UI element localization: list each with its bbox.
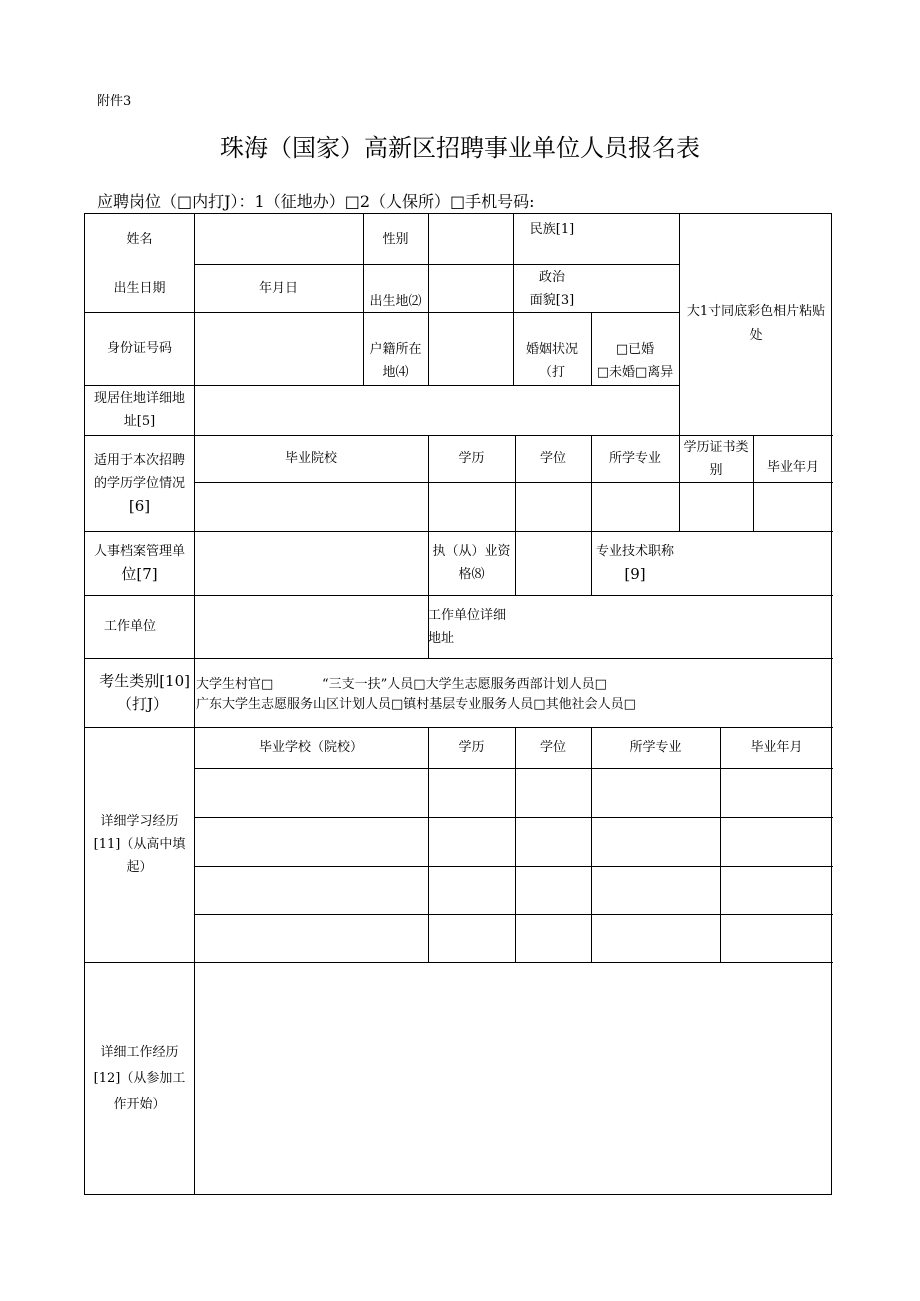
address-line1: 现居住地详细地 [93, 391, 185, 406]
work-history-line1: 详细工作经历 [100, 1044, 179, 1060]
address-label [85, 385, 194, 435]
work-history-label [85, 962, 194, 1195]
study-col-degree-level: 学历 [458, 740, 485, 755]
col-major: 所学专业 [608, 451, 661, 466]
birth-date-value: 年月日 [258, 280, 298, 296]
birth-date-label: 出生日期 [113, 280, 166, 296]
marital-line2: （打 [538, 365, 565, 380]
archive-line1: 人事档案管理单 [93, 544, 185, 559]
attachment-label: 附件3 [97, 94, 132, 109]
professional-title-label [591, 531, 679, 595]
grid-line [194, 768, 833, 769]
work-unit-label: 工作单位 [103, 619, 156, 634]
household-label [363, 338, 428, 384]
political-line1: 政治 [538, 270, 565, 285]
marital-line1: 婚姻状况 [525, 342, 578, 357]
study-history-label [85, 727, 194, 962]
study-line3: 起） [126, 860, 153, 875]
address-line2: 址[5] [123, 414, 156, 429]
cert-type-line2: 别 [709, 462, 723, 478]
category-options-line2[interactable]: 广东大学生志愿服务山区计划人员□镇村基层专业服务人员□其他社会人员□ [196, 697, 636, 712]
study-col-degree: 学位 [539, 740, 566, 755]
photo-text-line1: 大1寸同底彩色相片粘贴 [686, 304, 826, 319]
gender-label: 性别 [382, 231, 409, 247]
marital-options[interactable] [591, 338, 679, 384]
work-history-line2: [12]（从参加工 [93, 1070, 186, 1086]
work-history-line3: 作开始） [113, 1096, 166, 1112]
grid-line [194, 914, 833, 915]
household-line2: 地⑷ [382, 365, 409, 380]
registration-form-table [84, 213, 832, 1195]
study-col-major: 所学专业 [629, 740, 682, 755]
marital-option-married[interactable]: □已婚 [615, 342, 655, 357]
education-apply-label [85, 435, 194, 531]
col-grad-date: 毕业年月 [766, 459, 819, 475]
household-line1: 户籍所在 [369, 342, 422, 357]
cert-type-line1: 学历证书类 [683, 439, 749, 455]
category-line2: （打J） [116, 694, 168, 713]
col-degree: 学位 [539, 451, 566, 466]
grid-line [428, 214, 429, 385]
study-col-grad-date: 毕业年月 [750, 740, 803, 755]
work-history-input-area[interactable] [195, 963, 831, 1194]
category-line1: 考生类别[10] [99, 671, 190, 690]
category-label [85, 658, 194, 727]
name-label: 姓名 [126, 231, 153, 247]
grid-line [194, 817, 833, 818]
grid-line [85, 595, 833, 596]
col-cert-type [679, 435, 753, 482]
professional-title-line2: [9] [624, 565, 646, 583]
photo-placeholder[interactable] [679, 294, 833, 354]
col-school: 毕业院校 [284, 451, 337, 466]
marital-status-label [513, 338, 591, 384]
birthplace-label: 出生地⑵ [369, 293, 422, 309]
grid-line [194, 866, 833, 867]
work-address-label [428, 604, 515, 650]
work-address-line1: 工作单位详细 [428, 608, 507, 623]
study-line2: [11]（从高中填 [93, 837, 186, 852]
grid-line [85, 658, 833, 659]
political-status-label [513, 266, 591, 312]
education-apply-line2: 的学历学位情况 [93, 475, 185, 491]
category-option-village-official[interactable]: 大学生村官□ [196, 677, 274, 692]
archive-line2: 位[7] [121, 565, 158, 583]
position-select-line[interactable]: 应聘岗位（□内打J）：1（征地办）□2（人保所）□手机号码: [97, 192, 535, 211]
education-apply-line3: [6] [128, 496, 151, 515]
page-title: 珠海（国家）高新区招聘事业单位人员报名表 [220, 134, 700, 162]
work-address-line2: 地址 [428, 631, 455, 646]
professional-title-line1: 专业技术职称 [595, 544, 674, 559]
political-line2: 面貌[3] [529, 293, 575, 308]
photo-text-line2: 处 [749, 328, 763, 343]
id-number-label: 身份证号码 [106, 341, 172, 356]
qualification-line2: 格⑻ [458, 567, 485, 582]
grid-line [194, 482, 833, 483]
study-line1: 详细学习经历 [100, 814, 179, 829]
col-degree-level: 学历 [458, 451, 485, 466]
category-options-line1[interactable]: “三支一扶”人员□大学生志愿服务西部计划人员□ [322, 677, 607, 692]
qualification-label [428, 531, 515, 595]
grid-line [753, 435, 754, 531]
ethnicity-label: 民族[1] [529, 221, 575, 237]
marital-option-single-divorced[interactable]: □未婚□离异 [596, 365, 674, 380]
qualification-line1: 执（从）业资 [432, 544, 511, 559]
archive-label [85, 531, 194, 595]
education-apply-line1: 适用于本次招聘 [93, 452, 185, 468]
study-col-school: 毕业学校（院校） [258, 740, 363, 755]
